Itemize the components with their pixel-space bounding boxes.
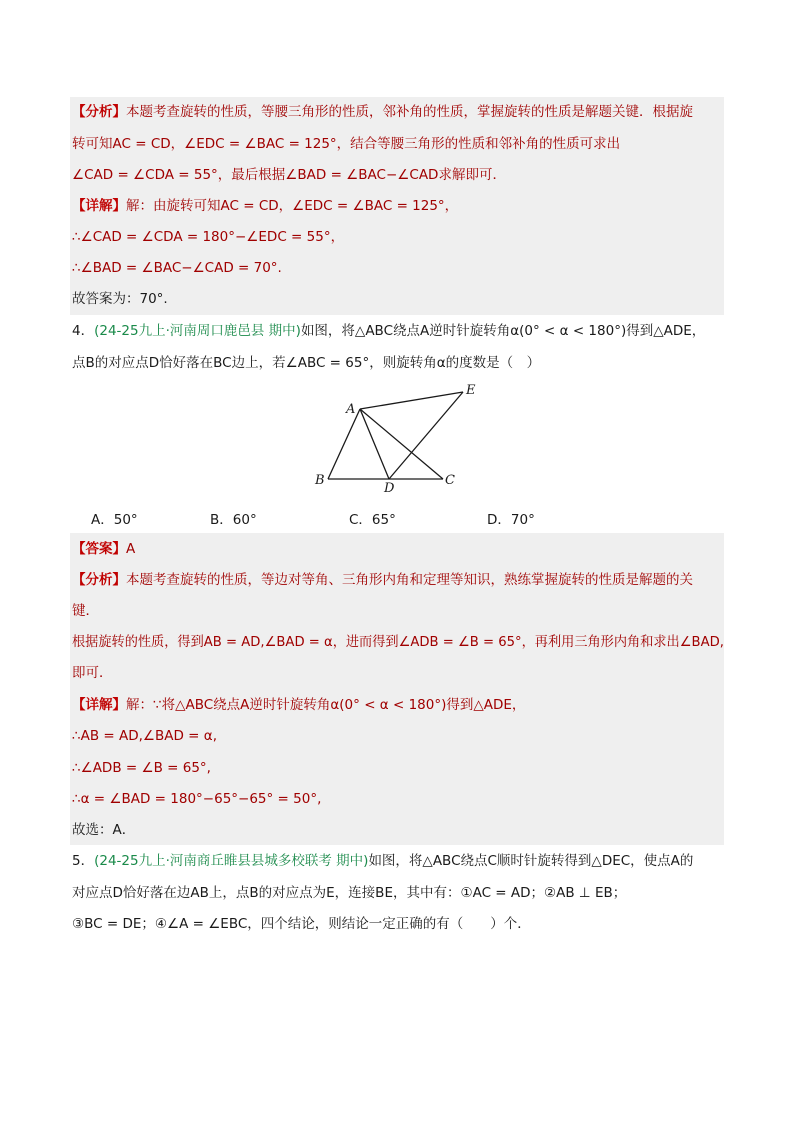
question-number: 5． <box>72 853 95 869</box>
detail-text: 解：由旋转可知AC = CD，∠EDC = ∠BAC = 125°， <box>126 198 459 214</box>
q3-detail-line-3: ∴∠BAD = ∠BAC−∠CAD = 70°. <box>72 260 282 276</box>
option-d[interactable]: D．70° <box>487 512 535 528</box>
analysis-text: 本题考查旋转的性质，等腰三角形的性质，邻补角的性质，掌握旋转的性质是解题关键．根据旋 <box>126 104 693 120</box>
q3-analysis-line-1 <box>72 103 693 121</box>
q5-stem-line-1 <box>72 852 693 870</box>
q5-stem-line-2: 对应点D恰好落在边AB上，点B的对应点为E，连接BE，其中有：①AC = AD；②AB ⊥ EB； <box>72 885 627 901</box>
question-source: (24-25九上·河南商丘睢县县城多校联考 期中) <box>94 853 369 869</box>
segment-ae <box>360 392 463 409</box>
answer-tag: 【答案】 <box>72 541 126 557</box>
q4-detail-line-4: ∴α = ∠BAD = 180°−65°−65° = 50°, <box>72 791 322 807</box>
question-stem: 如图，将△ABC绕点A逆时针旋转角α(0° < α < 180°)得到△ADE， <box>300 323 706 339</box>
label-b: B <box>315 473 325 488</box>
option-b[interactable]: B．60° <box>210 512 257 528</box>
question-source: (24-25九上·河南周口鹿邑县 期中) <box>94 323 301 339</box>
answer-value: A <box>126 541 136 557</box>
q4-analysis-line-4: 即可． <box>72 665 113 681</box>
question-number: 4． <box>72 323 95 339</box>
detail-text: 解：∵将△ABC绕点A逆时针旋转角α(0° < α < 180°)得到△ADE， <box>126 697 526 713</box>
segment-ad <box>360 409 389 479</box>
q3-analysis-line-2: 转可知AC = CD，∠EDC = ∠BAC = 125°，结合等腰三角形的性质和邻补角的性质可求出 <box>72 136 621 152</box>
label-d: D <box>384 481 395 494</box>
q4-stem-line-1 <box>72 322 705 340</box>
option-a[interactable]: A．50° <box>91 512 138 528</box>
detail-tag: 【详解】 <box>72 198 126 214</box>
q4-detail-line-1 <box>72 696 525 714</box>
q3-answer-line: 故答案为：70°. <box>72 291 168 307</box>
question-stem: 如图，将△ABC绕点C顺时针旋转得到△DEC，使点A的 <box>368 853 694 869</box>
q4-analysis-line-2: 键． <box>72 603 99 619</box>
q3-analysis-line-3: ∠CAD = ∠CDA = 55°，最后根据∠BAD = ∠BAC−∠CAD求解即可． <box>72 167 506 183</box>
q3-detail-line-1 <box>72 197 458 215</box>
label-e: E <box>466 383 476 398</box>
q4-stem-line-2: 点B的对应点D恰好落在BC边上，若∠ABC = 65°，则旋转角α的度数是（ ） <box>72 355 541 371</box>
segment-ac <box>360 409 443 479</box>
q5-stem-line-3: ③BC = DE；④∠A = ∠EBC，四个结论，则结论一定正确的有（ ）个． <box>72 916 531 932</box>
segment-ab <box>328 409 360 479</box>
q3-detail-line-2: ∴∠CAD = ∠CDA = 180°−∠EDC = 55°， <box>72 229 345 245</box>
analysis-tag: 【分析】 <box>72 572 126 588</box>
q4-answer-line <box>72 540 135 558</box>
detail-tag: 【详解】 <box>72 697 126 713</box>
option-c[interactable]: C．65° <box>349 512 396 528</box>
q4-analysis-line-3: 根据旋转的性质，得到AB = AD,∠BAD = α，进而得到∠ADB = ∠B = 65°，再利用三角形内角和求出∠BAD, <box>72 634 724 650</box>
analysis-text: 本题考查旋转的性质，等边对等角、三角形内角和定理等知识，熟练掌握旋转的性质是解题的关 <box>126 572 693 588</box>
q4-rotation-figure <box>310 382 490 494</box>
q4-analysis-line-1 <box>72 571 693 589</box>
segment-de <box>389 392 463 479</box>
label-a: A <box>346 402 356 417</box>
q4-detail-line-2: ∴AB = AD,∠BAD = α, <box>72 728 217 744</box>
q4-choose-line: 故选：A． <box>72 822 136 838</box>
analysis-tag: 【分析】 <box>72 104 126 120</box>
label-c: C <box>445 473 455 488</box>
q4-detail-line-3: ∴∠ADB = ∠B = 65°, <box>72 760 211 776</box>
